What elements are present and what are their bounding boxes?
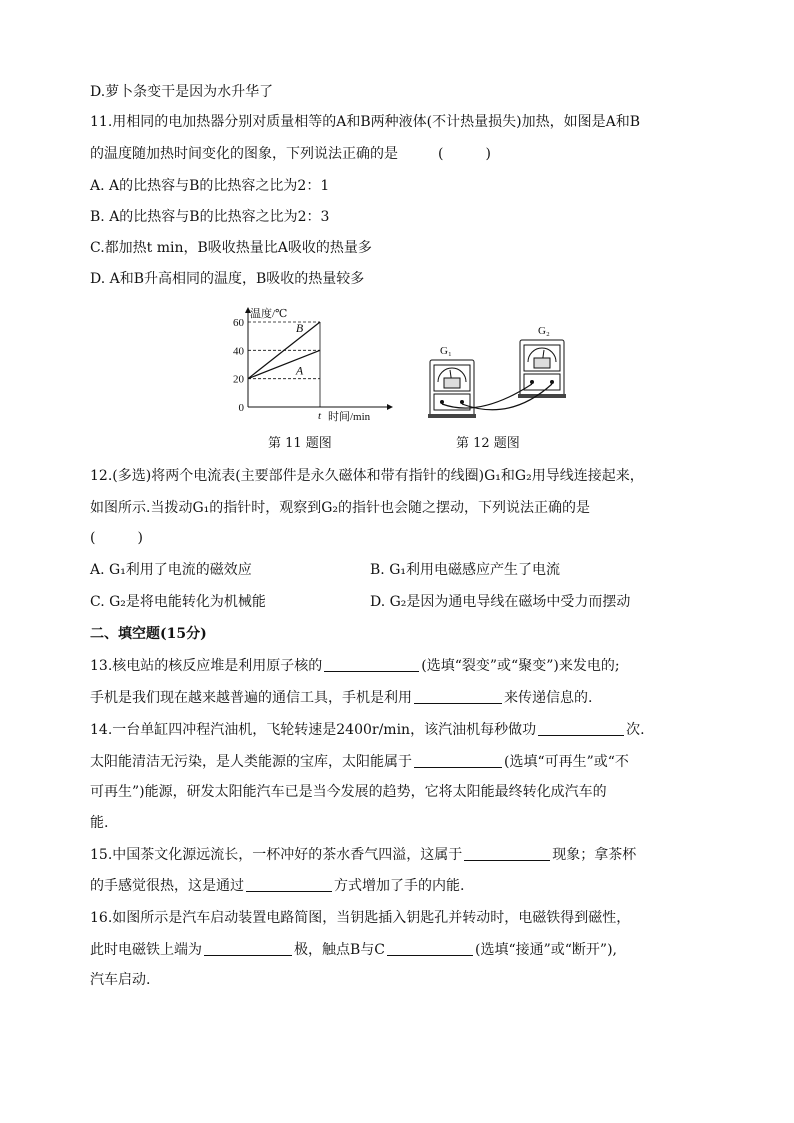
q13-text-d: 来传递信息的.	[504, 690, 593, 706]
q16-line1: 16.如图所示是汽车启动装置电路简图，当钥匙插入钥匙孔并转动时，电磁铁得到磁性，	[90, 910, 631, 926]
section-title: 二、填空题(15分)	[90, 626, 207, 642]
q13-text-b: (选填“裂变”或“聚变”)来发电的;	[421, 658, 620, 674]
q11-option-d: D. A和B升高相同的温度，B吸收的热量较多	[90, 271, 365, 287]
q15-text-c: 的手感觉很热，这是通过	[90, 878, 244, 894]
q12-option-a: A. G₁利用了电流的磁效应	[90, 562, 252, 578]
q13-line1	[90, 656, 620, 676]
series-line-A	[248, 350, 320, 378]
q16-text-c: (选填“接通”或“断开”),	[475, 942, 618, 958]
q14-text-d: (选填“可再生”或“不	[504, 754, 629, 770]
q13-blank-1[interactable]	[324, 657, 419, 672]
y-tick-label: 60	[233, 317, 244, 329]
fig12-caption: 第 12 题图	[456, 436, 520, 451]
q11-option-a: A. A的比热容与B的比热容之比为2：1	[90, 178, 330, 194]
q16-blank-1[interactable]	[204, 941, 292, 956]
g1-meter-icon	[428, 360, 476, 418]
q15-blank-2[interactable]	[246, 877, 332, 892]
q15-text-a: 15.中国茶文化源远流长，一杯冲好的茶水香气四溢，这属于	[90, 847, 463, 863]
q13-text-c: 手机是我们现在越来越普遍的通信工具，手机是利用	[90, 690, 412, 706]
q12-option-b: B. G₁利用电磁感应产生了电流	[370, 562, 560, 578]
g2-meter-icon	[518, 340, 566, 398]
q15-text-d: 方式增加了手的内能.	[334, 878, 465, 894]
q14-line4: 能.	[90, 815, 109, 831]
fig11-caption: 第 11 题图	[268, 436, 332, 451]
fig11-y-label: 温度/℃	[250, 308, 288, 320]
q11-option-c: C.都加热t min，B吸收热量比A吸收的热量多	[90, 240, 372, 256]
q12-option-d: D. G₂是因为通电导线在磁场中受力而摆动	[370, 594, 631, 610]
q12-option-c: C. G₂是将电能转化为机械能	[90, 594, 266, 610]
q13-blank-2[interactable]	[414, 689, 502, 704]
q14-line1	[90, 720, 645, 740]
q15-line2	[90, 876, 464, 896]
q16-text-b: 极，触点B与C	[294, 942, 385, 958]
q12-stem-line1: 12.(多选)将两个电流表(主要部件是永久磁体和带有指针的线圈)G₁和G₂用导线连接起来，	[90, 468, 644, 484]
q11-stem-line2	[90, 144, 491, 164]
q11-answer-paren: ( )	[438, 146, 491, 162]
q10-option-d: D.萝卜条变干是因为水升华了	[90, 84, 274, 100]
q12-stem-line2: 如图所示.当拨动G₁的指针时，观察到G₂的指针也会随之摆动，下列说法正确的是	[90, 500, 591, 516]
q14-line2	[90, 752, 629, 772]
q14-blank-2[interactable]	[414, 753, 502, 768]
series-label-B: B	[295, 320, 304, 335]
q11-option-b: B. A的比热容与B的比热容之比为2：3	[90, 209, 330, 225]
q11-stem-text: 的温度随加热时间变化的图象，下列说法正确的是	[90, 146, 398, 162]
y-tick-label: 0	[238, 402, 244, 414]
q13-line2	[90, 688, 592, 708]
q14-text-c: 太阳能清洁无污染，是人类能源的宝库，太阳能属于	[90, 754, 412, 770]
fig11-x-label: 时间/min	[328, 411, 371, 423]
y-tick-label: 40	[233, 345, 244, 358]
q14-blank-1[interactable]	[538, 721, 624, 736]
fig12-g2-label: G₂	[538, 325, 550, 337]
y-tick-label: 20	[233, 373, 244, 386]
q14-text-b: 次.	[626, 722, 645, 738]
q15-blank-1[interactable]	[464, 846, 550, 861]
x-tick-label: t	[318, 410, 322, 422]
q16-blank-2[interactable]	[387, 941, 473, 956]
fig11-chart	[220, 300, 400, 425]
q16-line2	[90, 940, 617, 960]
q12-answer-paren: ( )	[90, 530, 143, 546]
q13-text-a: 13.核电站的核反应堆是利用原子核的	[90, 658, 323, 674]
q14-line3: 可再生”)能源，研发太阳能汽车已是当今发展的趋势，它将太阳能最终转化成汽车的	[90, 784, 607, 800]
q15-text-b: 现象；拿茶杯	[552, 847, 637, 863]
q16-text-a: 此时电磁铁上端为	[90, 942, 202, 958]
series-label-A: A	[295, 363, 304, 378]
q14-text-a: 14.一台单缸四冲程汽油机，飞轮转速是2400r/min，该汽油机每秒做功	[90, 722, 537, 738]
fig12-galvanometers	[420, 318, 570, 430]
q15-line1	[90, 845, 636, 865]
q11-stem-line1: 11.用相同的电加热器分别对质量相等的A和B两种液体(不计热量损失)加热，如图是A和B	[90, 114, 640, 130]
fig12-g1-label: G₁	[440, 345, 452, 357]
q16-line3: 汽车启动.	[90, 972, 151, 988]
